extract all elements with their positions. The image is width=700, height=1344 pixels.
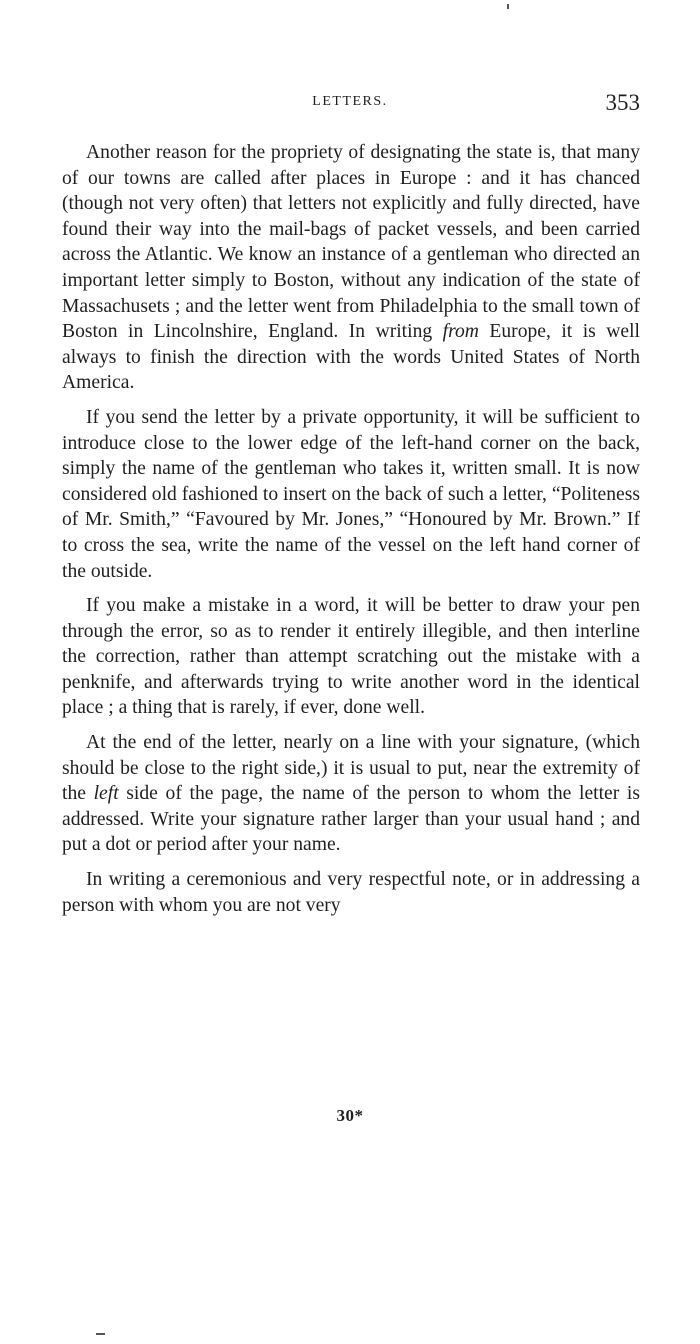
- paragraph-text: side of the page, the name of the person to whom the letter is addressed. Write your signature rather larger than your usual hand ; and put a dot or period after your name.: [62, 783, 640, 856]
- paragraph-text: If you make a mistake in a word, it will be better to draw your pen through the error, so as to render it entirely illegible, and then interline the correction, rather than attempt scratching out the mistake with a penknife, and afterwards trying to write another word in the identical place ; a thing that is rarely, if ever, done well.: [62, 595, 640, 719]
- paragraph-text: Europe, it is well always to finish the direction with the words United States of North America.: [62, 321, 640, 394]
- paragraph-text: In writing a ceremonious and very respectful note, or in addressing a person with whom you are not very: [62, 869, 640, 916]
- italic-text: from: [442, 321, 479, 343]
- running-head: [60, 90, 640, 124]
- italic-text: left: [93, 783, 119, 805]
- paragraph: [62, 405, 640, 584]
- running-title: LETTERS.: [312, 94, 388, 109]
- ink-speck: [507, 4, 509, 9]
- paragraph: [62, 593, 640, 721]
- paragraph-text: If you send the letter by a private opportunity, it will be sufficient to introduce close to the lower edge of the left-hand corner on the back, simply the name of the gentleman who takes it, written small. It is now considered old fashioned to insert on the back of such a letter, “Politeness of Mr. Smith,” “Favoured by Mr. Jones,” “Honoured by Mr. Brown.” If to cross the sea, write the name of the vessel on the left hand corner of the outside.: [62, 406, 640, 582]
- paragraph-text: Another reason for the propriety of designating the state is, that many of our towns are called after places in Europe : and it has chanced (though not very often) that letters not explicitly and fully directed, have found their way into the mail-bags of packet vessels, and been carried across the Atlantic. We know an instance of a gentleman who directed an important letter simply to Boston, without any indication of the state of Massachusets ; and the letter went from Philadelphia to the small town of Boston in Lincolnshire, England. In writing: [62, 142, 640, 343]
- paragraph-text: At the end of the letter, nearly on a line with your signature, (which should be close to the right side,) it is usual to put, near the extremity of the: [62, 732, 640, 805]
- paragraph: [62, 730, 640, 858]
- margin-mark: [96, 1333, 105, 1335]
- paragraph: [62, 867, 640, 918]
- body-text: [62, 140, 640, 927]
- signature-mark: 30*: [336, 1106, 364, 1125]
- paragraph: [62, 140, 640, 396]
- page-number: 353: [605, 90, 640, 115]
